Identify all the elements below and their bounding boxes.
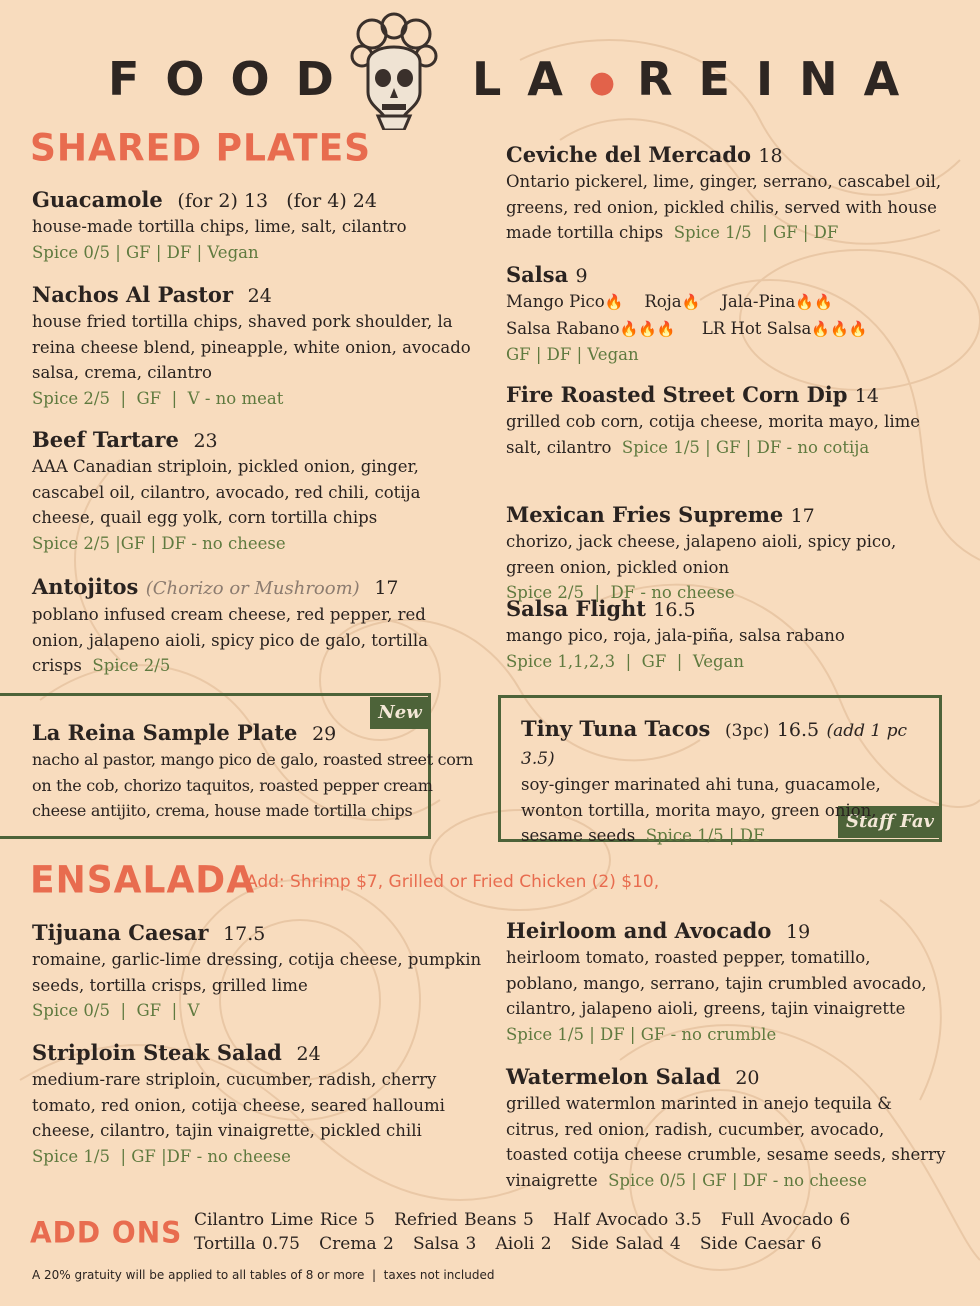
item-tags: Spice 0/5 | GF | DF - no cheese (608, 1170, 867, 1190)
item-qual: (3pc) (725, 721, 770, 741)
staff-fav-badge: Staff Fav (838, 806, 942, 838)
menu-item-mexican-fries (506, 502, 946, 606)
item-desc: house fried tortilla chips, shaved pork shoulder, la reina cheese blend, pineapple, white onion, avocado salsa, crema, cilantro (32, 312, 471, 382)
item-desc: poblano infused cream cheese, red pepper, red onion, jalapeno aioli, spicy pico de galo, tortilla crisps (32, 605, 428, 675)
new-badge: New (370, 697, 430, 729)
menu-item-nachos (32, 282, 482, 411)
item-price: 16.5 (653, 599, 696, 621)
item-name: Guacamole (32, 187, 163, 212)
item-tags: Spice 1,1,2,3 | GF | Vegan (506, 651, 745, 671)
item-tags: Spice 1/5 | GF | DF (673, 223, 839, 242)
menu-item-striploin-salad (32, 1040, 482, 1169)
item-price: 9 (575, 265, 588, 287)
item-tags: GF | DF | Vegan (506, 345, 639, 364)
item-name: Beef Tartare (32, 427, 179, 452)
item-tags: Spice 2/5 | DF - no cheese (506, 583, 735, 602)
item-price: 17 (374, 577, 399, 599)
item-name: La Reina Sample Plate (32, 720, 298, 745)
item-name: Tiny Tuna Tacos (521, 716, 711, 741)
item-price: 29 (312, 723, 337, 745)
ensalada-add-note: Add: Shrimp $7, Grilled or Fried Chicken (2) $10, (246, 872, 660, 892)
item-desc: soy-ginger marinated ahi tuna, guacamole, wonton tortilla, morita mayo, green onion, sesame seeds (521, 775, 881, 845)
item-name: Striploin Steak Salad (32, 1040, 282, 1065)
menu-item-sample-plate (32, 720, 482, 824)
item-price: 24 (247, 285, 272, 307)
chili-icon: 🔥🔥 (795, 293, 833, 311)
item-name: Antojitos (32, 574, 139, 599)
chili-icon: 🔥 (604, 293, 624, 311)
item-name: Salsa Flight (506, 596, 647, 621)
item-price: 16.5 (776, 719, 820, 741)
menu-item-watermelon-salad (506, 1064, 946, 1193)
item-desc: house-made tortilla chips, lime, salt, cilantro (32, 217, 407, 236)
item-desc: Ontario pickerel, lime, ginger, serrano, cascabel oil, greens, red onion, pickled chilis, served with house made tortilla chips (506, 172, 942, 242)
menu-item-tuna-tacos (521, 716, 941, 849)
menu-item-corn-dip (506, 382, 946, 460)
add-ons-title: ADD ONS (30, 1215, 183, 1250)
header-dot: ● (588, 65, 616, 100)
header-reina: REINA (637, 52, 926, 106)
item-desc: AAA Canadian striploin, pickled onion, ginger, cascabel oil, cilantro, avocado, red chili, cotija cheese, quail egg yolk, corn tortilla chips (32, 457, 421, 527)
item-name: Ceviche del Mercado (506, 142, 752, 167)
menu-item-tijuana-caesar (32, 920, 482, 1024)
sample-box-top (0, 693, 431, 696)
salsa-roja: Roja (644, 292, 682, 311)
item-tags: Spice 1/5 | DF (645, 826, 765, 845)
item-tags: Spice 2/5 (92, 656, 171, 675)
item-name: Mexican Fries Supreme (506, 502, 784, 527)
item-tags: Spice 2/5 |GF | DF - no cheese (32, 533, 286, 553)
header-la-reina (472, 52, 925, 106)
item-tags: Spice 1/5 | DF | GF - no crumble (506, 1024, 777, 1044)
add-ons-row-1: Cilantro Lime Rice 5 Refried Beans 5 Half Avocado 3.5 Full Avocado 6 (194, 1210, 851, 1230)
item-desc: heirloom tomato, roasted pepper, tomatillo, poblano, mango, serrano, tajin crumbled avocado, cilantro, jalapeno aioli, greens, tajin vinaigrette (506, 948, 927, 1018)
salsa-rabano: Salsa Rabano (506, 318, 620, 338)
salsa-hot: LR Hot Salsa (701, 318, 812, 338)
item-price: 23 (193, 430, 218, 452)
add-ons-row-2: Tortilla 0.75 Crema 2 Salsa 3 Aioli 2 Side Salad 4 Side Caesar 6 (194, 1234, 822, 1254)
item-tags: Spice 0/5 | GF | V (32, 1001, 200, 1020)
item-desc: chorizo, jack cheese, jalapeno aioli, spicy pico, green onion, pickled onion (506, 532, 897, 577)
item-desc: medium-rare striploin, cucumber, radish, cherry tomato, red onion, cotija cheese, seared halloumi cheese, cilantro, tajin vinaigrette, pickled chili (32, 1070, 445, 1140)
item-desc: grilled watermlon marinted in anejo tequila & citrus, red onion, radish, cucumber, avocado, toasted cotija cheese crumble, sesame seeds, sherry vinaigrette (506, 1094, 946, 1190)
item-name: Fire Roasted Street Corn Dip (506, 382, 848, 407)
item-tags: Spice 1/5 | GF |DF - no cheese (32, 1146, 291, 1166)
item-name: Heirloom and Avocado (506, 918, 772, 943)
header-la: LA (472, 52, 589, 106)
item-price: 20 (735, 1067, 760, 1089)
item-price: 17 (790, 505, 815, 527)
item-name: Salsa (506, 262, 569, 287)
menu-item-salsa (506, 262, 946, 368)
menu-item-heirloom-avocado (506, 918, 946, 1047)
ensalada-title: ENSALADA (30, 858, 256, 903)
salsa-jala: Jala-Pina (721, 292, 796, 311)
menu-item-beef-tartare (32, 427, 482, 556)
item-desc: mango pico, roja, jala-piña, salsa rabano (506, 626, 845, 645)
menu-item-salsa-flight (506, 596, 946, 674)
item-name: Watermelon Salad (506, 1064, 721, 1089)
item-price: (for 2) 13 (for 4) 24 (177, 190, 377, 212)
skull-logo (338, 12, 450, 130)
item-desc: nacho al pastor, mango pico de galo, roasted street corn on the cob, chorizo taquitos, roasted pepper cream cheese antijito, crema, house made tortilla chips (32, 750, 473, 820)
header-food: FOOD (108, 52, 360, 106)
item-price: 14 (854, 385, 879, 407)
menu-item-antojitos (32, 574, 482, 679)
item-tags: Spice 2/5 | GF | V - no meat (32, 388, 284, 408)
item-price: 24 (296, 1043, 321, 1065)
item-price: 18 (758, 145, 783, 167)
chili-icon: 🔥 (681, 293, 701, 311)
chili-icon: 🔥🔥🔥 (811, 319, 868, 338)
item-name: Tijuana Caesar (32, 920, 209, 945)
menu-item-ceviche (506, 142, 946, 246)
item-tags: Spice 1/5 | GF | DF - no cotija (621, 437, 870, 457)
sample-box-bottom (0, 836, 431, 839)
item-price: 19 (786, 921, 811, 943)
menu-item-guacamole (32, 187, 482, 265)
item-add: (add 1 pc 3.5) (521, 721, 907, 769)
gratuity-note: A 20% gratuity will be applied to all tables of 8 or more | taxes not included (32, 1268, 495, 1282)
item-tags: Spice 0/5 | GF | DF | Vegan (32, 242, 259, 262)
item-name: Nachos Al Pastor (32, 282, 234, 307)
item-desc: grilled cob corn, cotija cheese, morita mayo, lime salt, cilantro (506, 412, 921, 457)
chili-icon: 🔥🔥🔥 (619, 319, 676, 338)
item-note: (Chorizo or Mushroom) (145, 578, 360, 599)
salsa-mango: Mango Pico (506, 292, 605, 311)
shared-plates-title: SHARED PLATES (30, 126, 372, 171)
item-desc: romaine, garlic-lime dressing, cotija cheese, pumpkin seeds, tortilla crisps, grilled lime (32, 950, 482, 995)
item-price: 17.5 (223, 923, 266, 945)
